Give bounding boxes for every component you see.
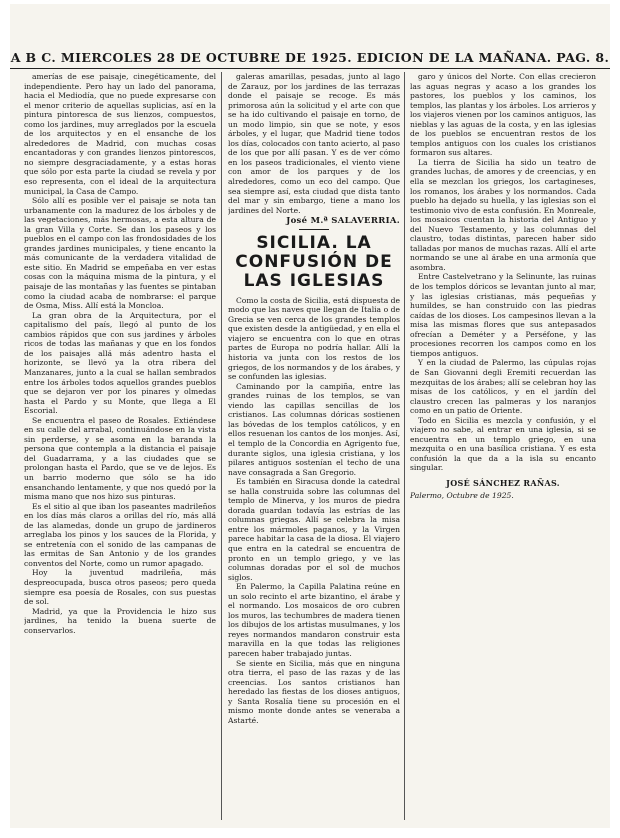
paragraph: Todo en Sicilia es mezcla y confusión, y el viajero no sabe, al entrar en una iglesia, si se encuentra en un templo griego, en una mezquita o en una basílica cristiana. Y es esta confusión la que da a la isla su encanto singular. — [410, 415, 596, 473]
paragraph: amerías de ese paisaje, cinegéticamente, del independiente. Pero hay un lado del panorama, hacia el Mediodía, que no puede expresarse con el menor criterio de aquellas suplicias, así en la pintura pintoresca de sus lienzos, compuestos, como los jardines, muy arreglados por la escuela de los arquitectos y en el ensanche de los alrededores de Madrid, con muchas cosas encantadoras y con grandes lienzos pintorescos, no siempre desgraciadamente, y a estas horas que sólo por esta parte la ciudad se revela y por eso representa, con el ideal de la arquitectura municipal, la Casa de Campo. — [24, 72, 216, 196]
paragraph: Hoy la juventud madrileña, más despreocupada, busca otros paseos; pero queda siempre esa poesía de Rosales, con sus puestas de sol. — [24, 568, 216, 607]
column-2 — [228, 72, 400, 822]
column-3 — [410, 72, 596, 822]
paragraph: galeras amarillas, pesadas, junto al lago de Zarauz, por los jardines de las terrazas donde el paisaje se recoge. Es más primorosa aún la solicitud y el arte con que se ha ido cultivando el paisaje en torno, de un modo limpio, sin que se note, y esos árboles, y el lugar, que Madrid tiene todos los días, colocados con tanto acierto, al paso de los que por allí pasan. Y es de ver cómo en los paseos tradicionales, el viento viene con amor de los parques y de los alrededores, como un eco del campo. Que sea siempre así, esta ciudad que dista tanto del mar y sin embargo, tiene a mano los jardines del Norte. — [228, 72, 400, 215]
dateline: Palermo, Octubre de 1925. — [410, 490, 514, 500]
column-rule — [221, 72, 222, 820]
paragraph: Madrid, ya que la Providencia le hizo sus jardines, ha tenido la buena suerte de conservarlos. — [24, 606, 216, 635]
paragraph: Es el sitio al que iban los paseantes madrileños en los días más claros a orillas del río, más allá de las alamedas, donde un grupo de jardineros arreglaba los pinos y los sauces de la Florida, y se entretenía con el sonido de las campanas de las ermitas de San Antonio y de los grandes conventos del Norte, como un rumor apagado. — [24, 501, 216, 568]
divider — [299, 229, 329, 230]
paragraph: Caminando por la campiña, entre las grandes ruinas de los templos, se van viendo las capillas sencillas de los cristianos. Las columnas dóricas sostienen las bóvedas de los templos católicos, y en ellos resuenan los cantos de los monjes. Así, el templo de la Concordia en Agrigento fue, durante siglos, una iglesia cristiana, y los pilares antiguos sostenían el techo de una nave consagrada a San Gregorio. — [228, 381, 400, 477]
paragraph: La gran obra de la Arquitectura, por el capitalismo del país, llegó al punto de los cambios rápidos que con sus jardines y árboles ricos de todas las mañanas y que en los fondos de los paisajes allá más adentro hasta el horizonte, se llevó ya la otra ribera del Manzanares, junto a la cual se hallan sembrados entre los árboles todos aquellos grandes pueblos que se dejaron ver por los pinares y olmedas hasta el Pardo y su Monte, que llega a El Escorial. — [24, 310, 216, 416]
paragraph: Se siente en Sicilia, más que en ninguna otra tierra, el paso de las razas y de las creencias. Los santos cristianos han heredado las fiestas de los dioses antiguos, y Santa Rosalía tiene su procesión en el mismo monte donde antes se veneraba a Astarté. — [228, 658, 400, 725]
column-rule — [404, 72, 405, 820]
column-1 — [24, 72, 216, 822]
paragraph: Se encuentra el paseo de Rosales. Extiéndese en su calle del arrabal, continuándose en la vista sin perderse, y se asoma en la baranda la persona que contempla a la distancia el paisaje del Guadarrama, y a las ciudades que se prolongan hasta el Pardo, que se ve de lejos. Es un barrio moderno que sólo se ha ido ensanchando lentamente, y que nos quedó por la misma mano que nos hizo sus pinturas. — [24, 415, 216, 502]
author-signature: JOSÉ SÁNCHEZ RAÑAS. — [446, 477, 560, 488]
author-signature: José M.ª SALAVERRIA. — [286, 216, 400, 227]
paragraph: Es también en Siracusa donde la catedral se halla construida sobre las columnas del templo de Minerva, y los muros de piedra dorada guardan todavía las estrías de las columnas griegas. Allí se celebra la misa entre los mármoles paganos, y la Virgen parece habitar la casa de la diosa. El viajero que entra en la catedral se encuentra de pronto en un templo griego, y ve las columnas doradas por el sol de muchos siglos. — [228, 477, 400, 582]
paragraph: Entre Castelvetrano y la Selinunte, las ruinas de los templos dóricos se levantan junto al mar, y las iglesias cristianas, más pequeñas y humildes, se han construido con las piedras caídas de los dioses. Los campesinos llevan a la misa las mismas flores que sus antepasados ofrecían a Deméter y a Perséfone, y las procesiones recorren los campos como en los tiempos antiguos. — [410, 272, 596, 358]
newspaper-page — [10, 4, 610, 828]
page-header: A B C. MIERCOLES 28 DE OCTUBRE DE 1925. EDICION DE LA MAÑANA. PAG. 8. — [10, 50, 610, 69]
article-title: SICILIA. LA CONFUSIÓN DE LAS IGLESIAS — [235, 232, 393, 291]
paragraph: Y en la ciudad de Palermo, las cúpulas rojas de San Giovanni degli Eremiti recuerdan las mezquitas de los árabes; allí se celebran hoy las misas de los católicos, y en el jardín del claustro crecen las palmeras y los naranjos como en un patio de Oriente. — [410, 358, 596, 416]
paragraph: La tierra de Sicilia ha sido un teatro de grandes luchas, de amores y de creencias, y en ella se mezclan los griegos, los cartagineses, los romanos, los árabes y los normandos. Cada pueblo ha dejado su huella, y las iglesias son el testimonio vivo de esta confusión. En Monreale, los mosaicos cuentan la historia del Antiguo y del Nuevo Testamento, y las columnas del claustro, todas distintas, parecen haber sido talladas por manos de muchas razas. Allí el arte normando se une al árabe en una armonía que asombra. — [410, 157, 596, 272]
paragraph: Sólo allí es posible ver el paisaje se nota tan urbanamente con la madurez de los árboles y de las vegetaciones, más hermosas, a esta altura de la gran Villa y Corte. Se dan los paseos y los pueblos en el campo con las frondosidades de los grandes jardines municipales, y tiene encanto la más comunicante de la verdadera vitalidad de este sitio. En Madrid se empeñaba en ver estas cosas con la máquina misma de la pintura, y el paisaje de las montañas y las fuentes se pintaban como la ciudad acaba de nombrarse: el parque de Osma, Miss. Allí está la Moncloa. — [24, 196, 216, 311]
paragraph: Como la costa de Sicilia, está dispuesta de modo que las naves que llegan de Italia o de Grecia se ven cerca de los grandes templos que existen desde la antigüedad, y en ella el viajero se encuentra con lo que en otras partes de Europa no podría hallar. Allí la historia va junta con los restos de los griegos, de los normandos y de los árabes, y se confunden las iglesias. — [228, 295, 400, 382]
paragraph: garo y únicos del Norte. Con ellas crecieron las aguas negras y acaso a los grandes los pastores, los pueblos y los caminos, los templos, las plantas y los árboles. Los arrieros y los viajeros vienen por los caminos antiguos, las nieblas y las aguas de la costa, y en las iglesias de los pueblos se encuentran restos de los templos antiguos con los cuales los cristianos formaron sus altares. — [410, 72, 596, 158]
paragraph: En Palermo, la Capilla Palatina reúne en un solo recinto el arte bizantino, el árabe y el normando. Los mosaicos de oro cubren los muros, las techumbres de madera tienen los dibujos de los artistas musulmanes, y los reyes normandos mandaron construir esta maravilla en la que todas las religiones parecen haber trabajado juntas. — [228, 582, 400, 658]
